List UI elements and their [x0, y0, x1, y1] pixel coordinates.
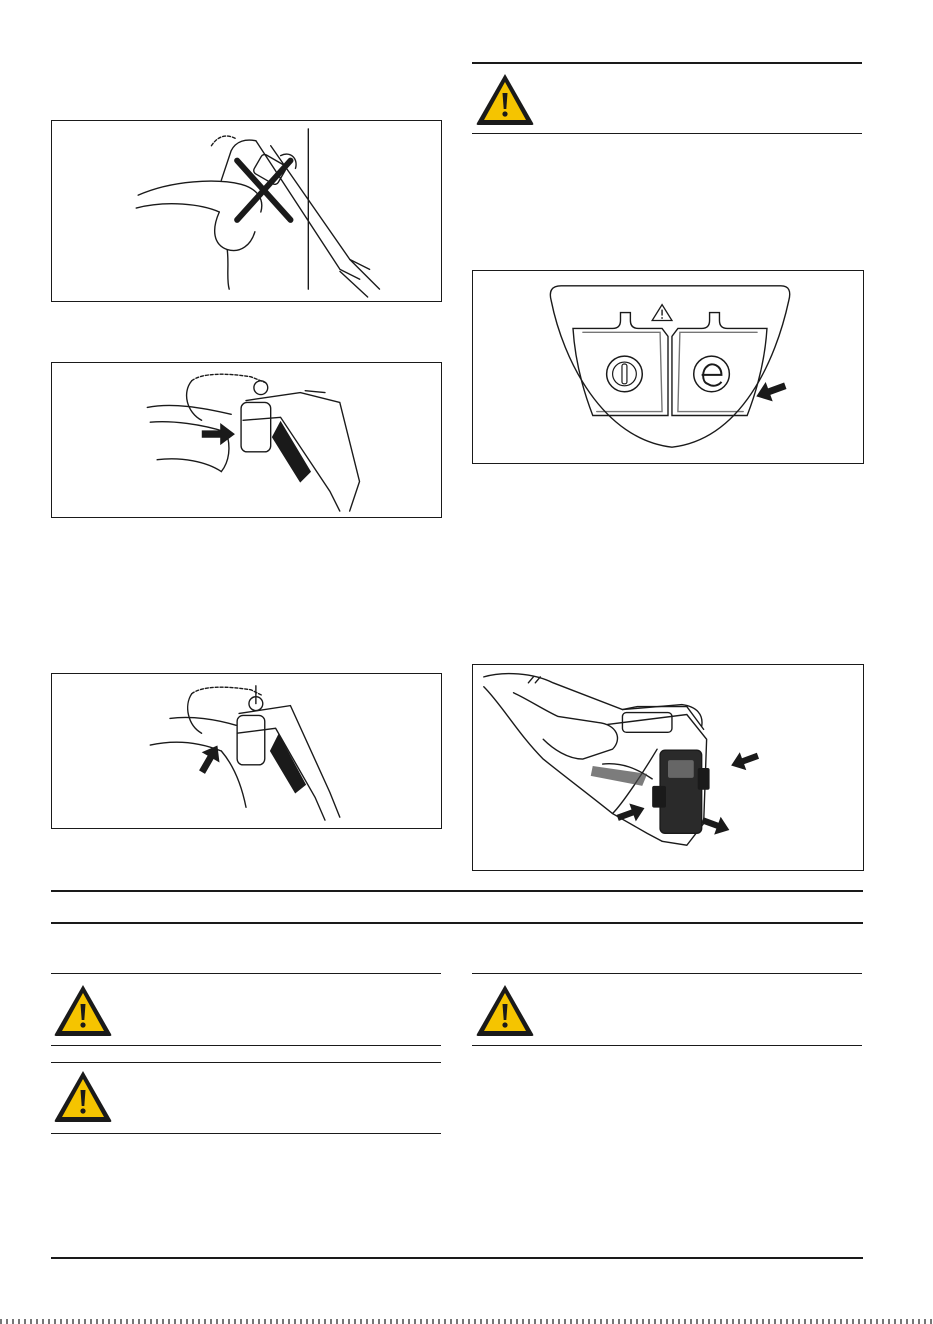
warning-top-rule — [472, 973, 862, 974]
warning-bottom-rule — [51, 1133, 441, 1134]
warning-triangle-icon — [52, 1068, 114, 1124]
page-edge-dots — [0, 1319, 933, 1324]
warning-triangle-icon — [652, 305, 672, 321]
eco-mode-icon — [694, 356, 730, 392]
warning-bottom-rule — [472, 133, 862, 134]
warning-top-rule — [472, 62, 862, 64]
warning-top-rule — [51, 1062, 441, 1063]
arrow-icon — [614, 799, 647, 827]
chainsaw-grip-illustration — [52, 121, 441, 301]
arrow-icon — [193, 740, 226, 777]
control-panel-illustration — [473, 271, 863, 463]
section-rule-bottom — [51, 922, 863, 924]
fig-grip-wrong — [51, 120, 442, 302]
warning-triangle-icon — [474, 982, 536, 1038]
warning-bottom-rule — [51, 1045, 441, 1046]
chainsaw-grip-illustration — [52, 674, 441, 828]
fig-grip-trigger — [51, 362, 442, 518]
fig-control-panel — [472, 270, 864, 464]
cross-mark-icon — [237, 161, 290, 220]
footer-rule — [51, 1257, 863, 1259]
fig-grip-lockout — [51, 673, 442, 829]
battery-removal-illustration — [473, 665, 863, 870]
warning-bottom-rule — [472, 1045, 862, 1046]
chainsaw-grip-illustration — [52, 363, 441, 517]
warning-triangle-icon — [52, 982, 114, 1038]
arrow-icon — [728, 747, 761, 775]
warning-top-rule — [51, 973, 441, 974]
section-rule-top — [51, 890, 863, 892]
warning-triangle-icon — [474, 71, 536, 127]
power-icon — [607, 356, 643, 392]
fig-battery-removal — [472, 664, 864, 871]
